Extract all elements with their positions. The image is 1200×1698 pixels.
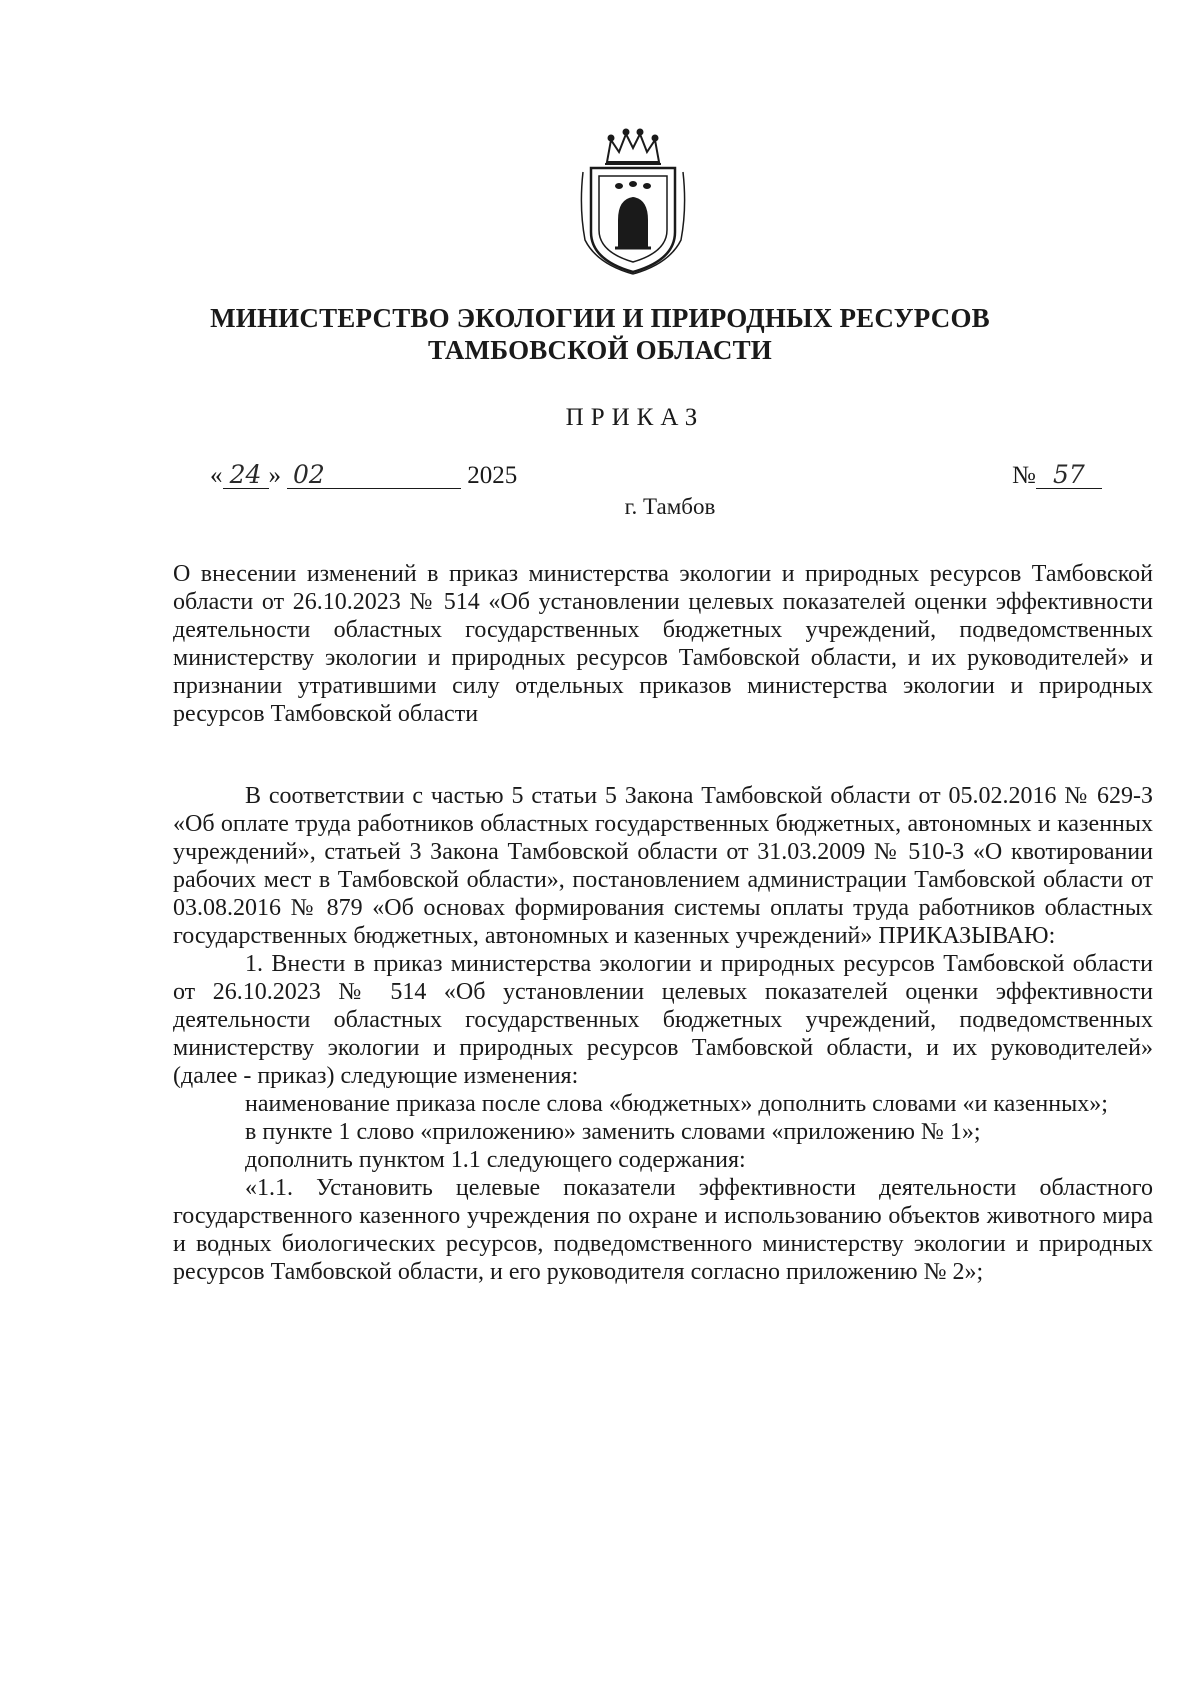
ministry-title <box>0 302 1200 366</box>
number-value: 57 <box>1036 462 1102 489</box>
paragraph: наименование приказа после слова «бюджетных» дополнить словами «и казенных»; <box>245 1091 1108 1117</box>
date-quote-open: « <box>210 462 223 489</box>
paragraph: в пункте 1 слово «приложению» заменить словами «приложению № 1»; <box>245 1119 981 1145</box>
paragraph: 1. Внести в приказ министерства экологии и природных ресурсов Тамбовской области от 26.10.2023 № 514 «Об установлении целевых показателей оценки эффективности деятельности областных государственных бюджетных учреждений, подведомственных министерству экологии и природных ресурсов Тамбовской области, и их руководителей» (далее - приказ) следующие изменения: <box>173 951 1153 1089</box>
paragraph: В соответствии с частью 5 статьи 5 Закона Тамбовской области от 05.02.2016 № 629-З «Об оплате труда работников областных государственных бюджетных, автономных и казенных учреждений», статьей 3 Закона Тамбовской области от 31.03.2009 № 510-З «О квотировании рабочих мест в Тамбовской области», постановлением администрации Тамбовской области от 03.08.2016 № 879 «Об основах формирования системы оплаты труда работников областных государственных бюджетных, автономных и казенных учреждений» ПРИКАЗЫВАЮ: <box>173 783 1153 949</box>
paragraph: «1.1. Установить целевые показатели эффективности деятельности областного государственного казенного учреждения по охране и использованию объектов животного мира и водных биологических ресурсов, подведомственного министерству экологии и природных ресурсов Тамбовской области, и его руководителя согласно приложению № 2»; <box>173 1175 1153 1285</box>
ministry-title-line-2: ТАМБОВСКОЙ ОБЛАСТИ <box>427 335 773 365</box>
ministry-title-line-1: МИНИСТЕРСТВО ЭКОЛОГИИ И ПРИРОДНЫХ РЕСУРСОВ <box>210 303 990 333</box>
tambov-region-coat-of-arms-icon <box>577 128 689 276</box>
number-prefix: № <box>1012 462 1036 489</box>
city: г. Тамбов <box>624 494 716 519</box>
order-body <box>173 782 1153 1286</box>
date-month: 02 <box>287 462 461 489</box>
order-number <box>1012 462 1102 490</box>
paragraph: дополнить пунктом 1.1 следующего содержания: <box>245 1147 746 1173</box>
order-date <box>210 462 517 490</box>
date-day: 24 <box>223 462 269 489</box>
document-type: ПРИКАЗ <box>565 404 705 431</box>
order-subject: О внесении изменений в приказ министерства экологии и природных ресурсов Тамбовской области от 26.10.2023 № 514 «Об установлении целевых показателей оценки эффективности деятельности областных государственных бюджетных учреждений, подведомственных министерству экологии и природных ресурсов Тамбовской области, и их руководителей» и признании утратившими силу отдельных приказов министерства экологии и природных ресурсов Тамбовской области <box>173 561 1153 727</box>
date-quote-close: » <box>268 462 281 489</box>
date-year: 2025 <box>467 462 518 489</box>
